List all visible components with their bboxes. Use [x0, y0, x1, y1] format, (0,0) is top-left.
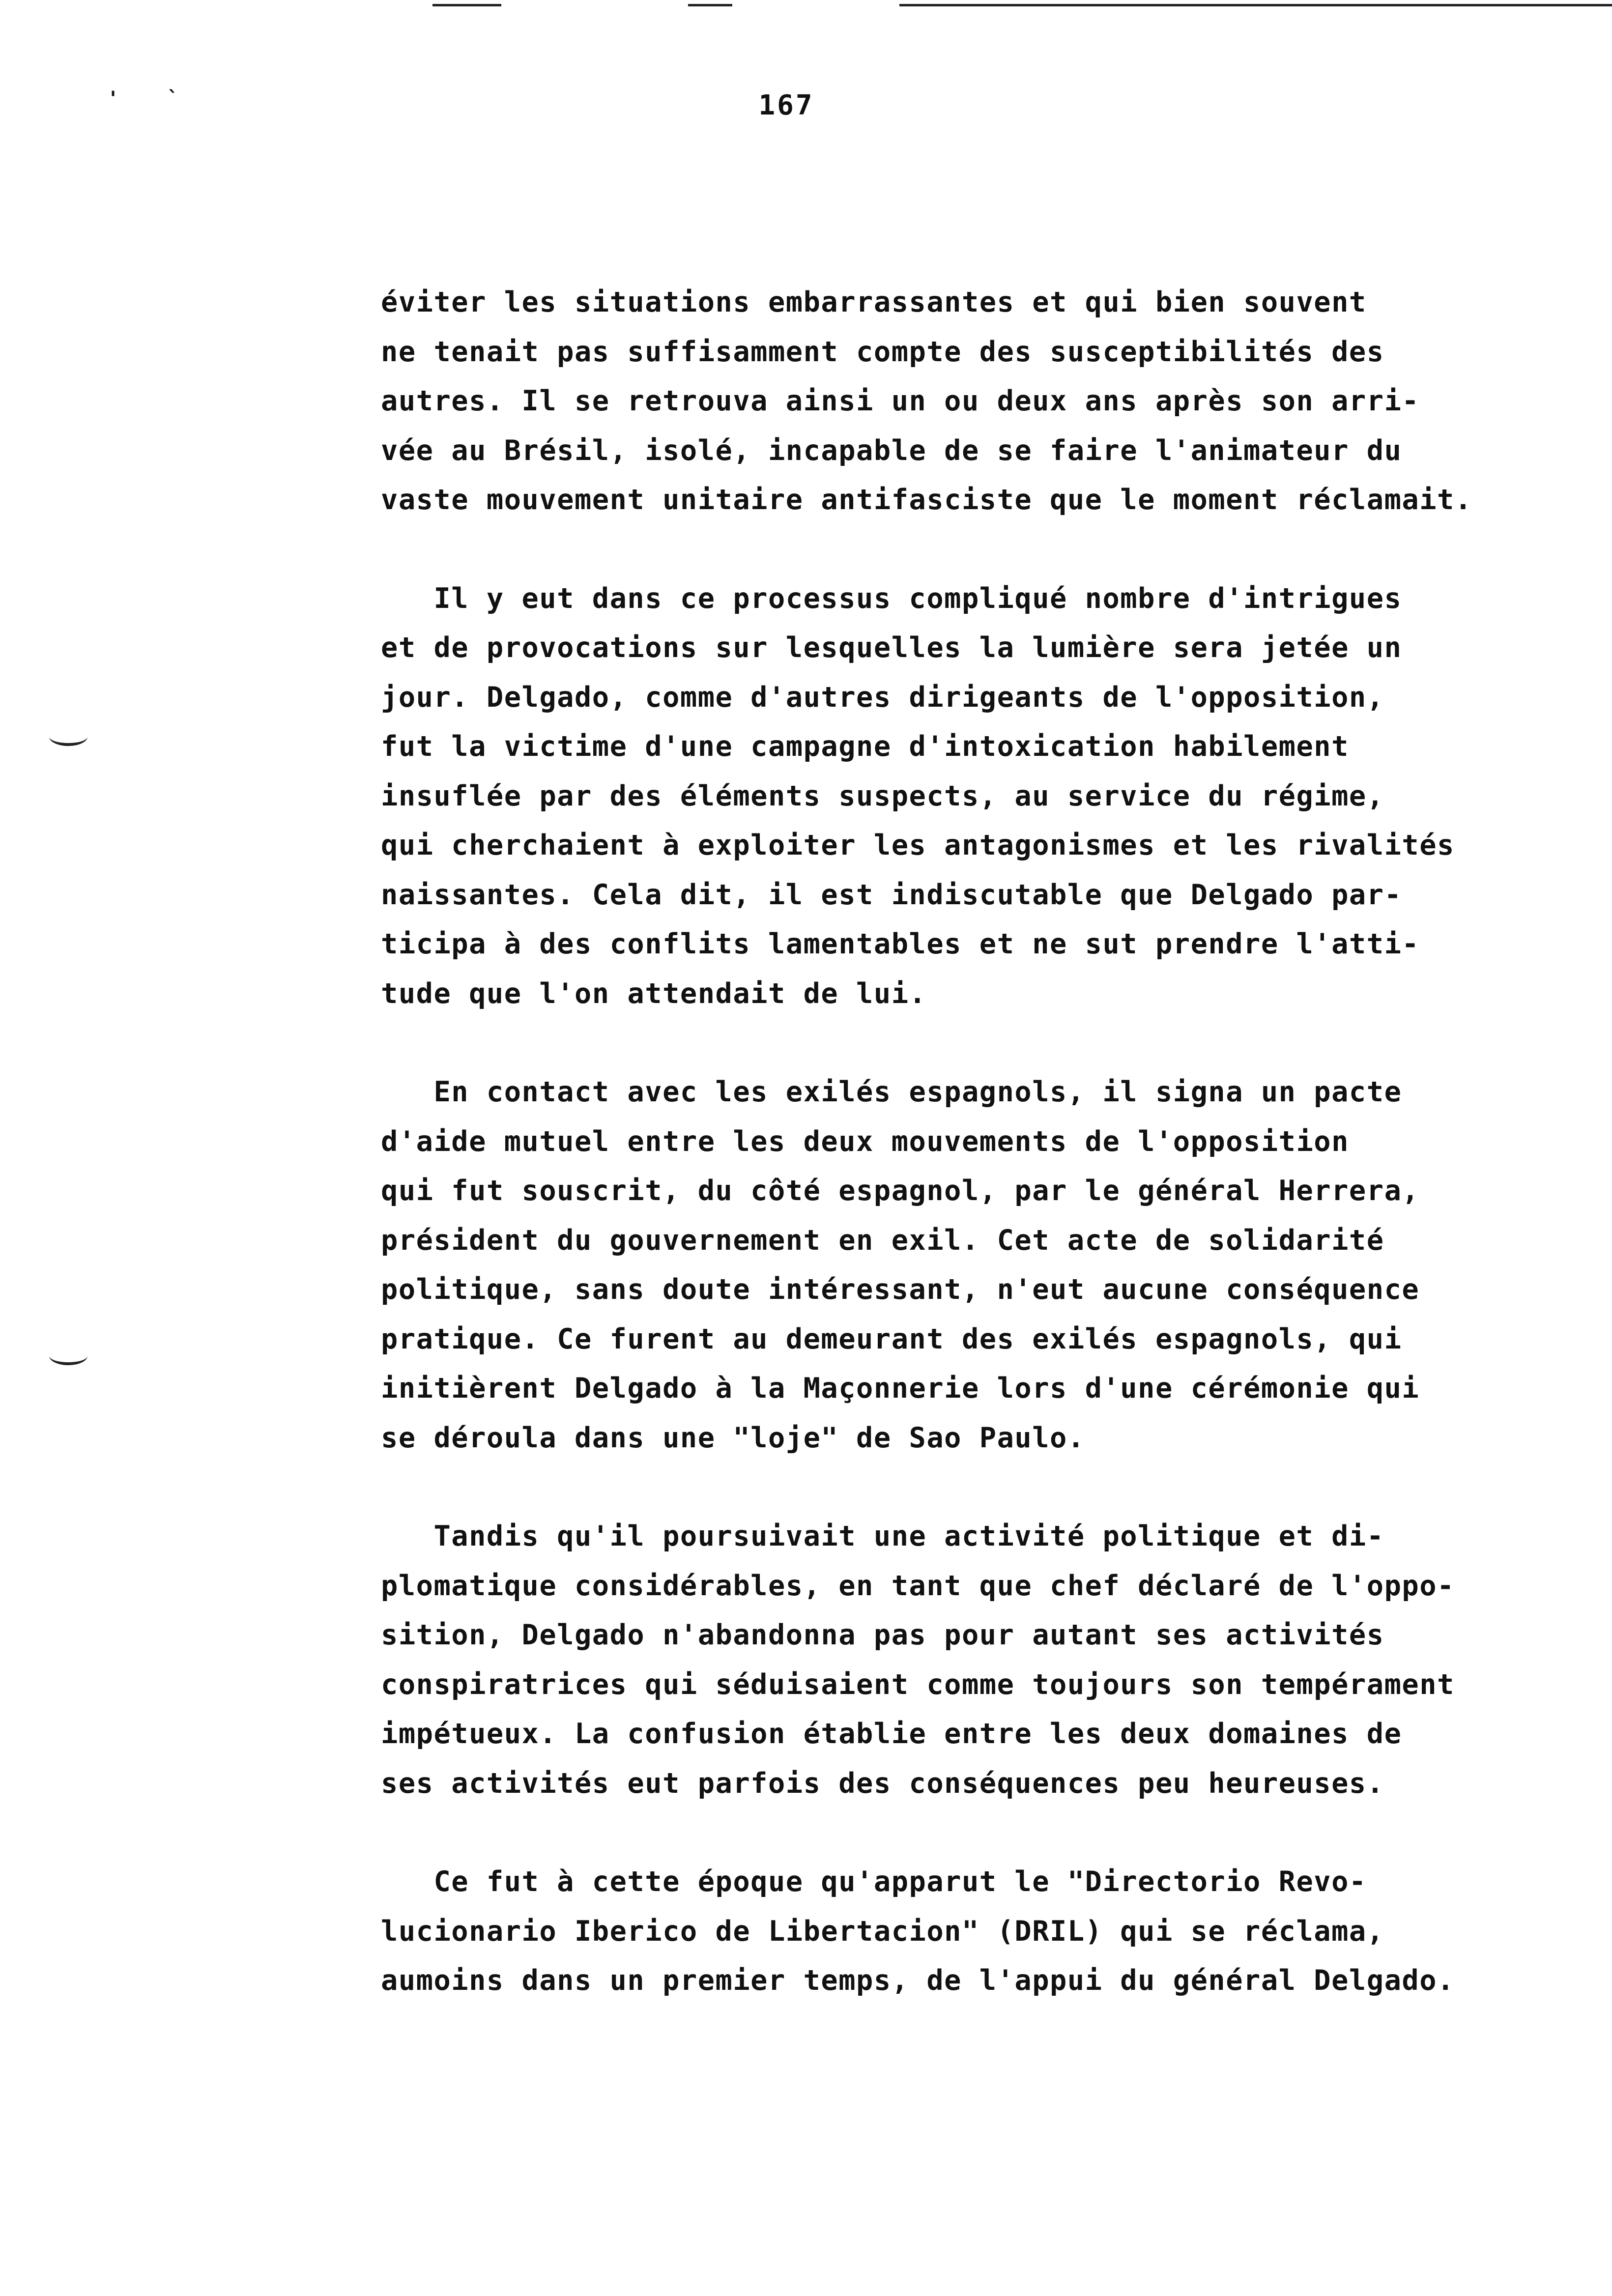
text-line: tude que l'on attendait de lui. — [381, 977, 927, 1010]
text-line: qui fut souscrit, du côté espagnol, par le général Herrera, — [381, 1175, 1420, 1207]
text-line: se déroula dans une "loje" de Sao Paulo. — [381, 1421, 1085, 1454]
paragraph — [381, 1067, 1595, 1463]
text-line: éviter les situations embarrassantes et qui bien souvent — [381, 286, 1367, 318]
margin-mark — [49, 1347, 87, 1365]
scan-edge-line — [899, 4, 1612, 6]
text-line: Ce fut à cette époque qu'apparut le "Directorio Revo- — [381, 1866, 1367, 1898]
page-number: 167 — [758, 89, 814, 121]
paragraph — [381, 278, 1595, 525]
scan-tick-mark: ` — [167, 87, 179, 110]
text-line: impétueux. La confusion établie entre les deux domaines de — [381, 1718, 1402, 1750]
text-line: naissantes. Cela dit, il est indiscutable que Delgado par- — [381, 878, 1402, 911]
text-line: ses activités eut parfois des conséquences peu heureuses. — [381, 1767, 1384, 1800]
body-text — [381, 278, 1595, 2055]
text-line: ticipa à des conflits lamentables et ne sut prendre l'atti- — [381, 928, 1420, 960]
text-line: autres. Il se retrouva ainsi un ou deux ans après son arri- — [381, 385, 1420, 417]
paragraph — [381, 574, 1595, 1019]
text-line: Il y eut dans ce processus compliqué nombre d'intrigues — [381, 582, 1402, 615]
text-line: qui cherchaient à exploiter les antagonismes et les rivalités — [381, 829, 1455, 861]
scan-edge-line — [688, 4, 732, 6]
text-line: fut la victime d'une campagne d'intoxication habilement — [381, 730, 1349, 763]
text-line: politique, sans doute intéressant, n'eut aucune conséquence — [381, 1273, 1420, 1306]
text-line: aumoins dans un premier temps, de l'appui du général Delgado. — [381, 1964, 1455, 1997]
scan-tick-mark: ' — [107, 87, 119, 110]
text-line: jour. Delgado, comme d'autres dirigeants de l'opposition, — [381, 681, 1384, 714]
text-line: plomatique considérables, en tant que chef déclaré de l'oppo- — [381, 1569, 1455, 1602]
text-line: et de provocations sur lesquelles la lumière sera jetée un — [381, 631, 1402, 664]
text-line: ne tenait pas suffisamment compte des susceptibilités des — [381, 335, 1384, 368]
text-line: vaste mouvement unitaire antifasciste que le moment réclamait. — [381, 484, 1472, 516]
paragraph — [381, 1512, 1595, 1808]
text-line: vée au Brésil, isolé, incapable de se faire l'animateur du — [381, 434, 1402, 467]
text-line: conspiratrices qui séduisaient comme toujours son tempérament — [381, 1668, 1455, 1701]
text-line: insuflée par des éléments suspects, au service du régime, — [381, 779, 1384, 812]
text-line: En contact avec les exilés espagnols, il signa un pacte — [381, 1076, 1402, 1108]
text-line: Tandis qu'il poursuivait une activité politique et di- — [381, 1520, 1384, 1552]
text-line: pratique. Ce furent au demeurant des exilés espagnols, qui — [381, 1322, 1402, 1355]
paragraph — [381, 1857, 1595, 2006]
text-line: président du gouvernement en exil. Cet acte de solidarité — [381, 1224, 1384, 1257]
text-line: lucionario Iberico de Libertacion" (DRIL) qui se réclama, — [381, 1915, 1384, 1948]
scan-edge-line — [432, 4, 501, 6]
text-line: d'aide mutuel entre les deux mouvements de l'opposition — [381, 1125, 1349, 1158]
text-line: initièrent Delgado à la Maçonnerie lors d'une cérémonie qui — [381, 1372, 1420, 1405]
margin-mark — [49, 727, 87, 746]
text-line: sition, Delgado n'abandonna pas pour autant ses activités — [381, 1619, 1384, 1651]
